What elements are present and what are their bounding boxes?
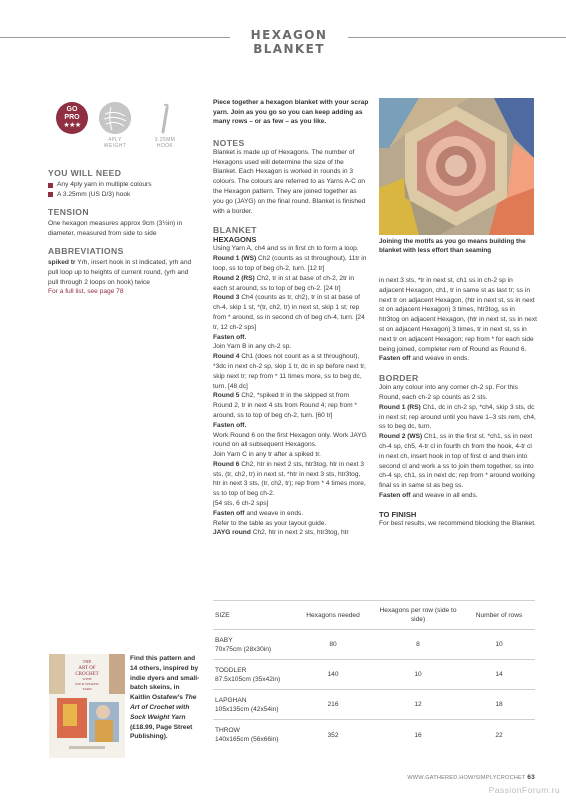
star-rating-icon: ★★★ [63, 122, 81, 129]
go-pro-badge [56, 102, 88, 134]
cover-title-6: YARN [82, 687, 92, 691]
column-header: Number of rows [475, 611, 523, 619]
abbreviation-entry: spiked tr Yrh, insert hook in st indicated, yrh and pull loop up to heights of current round, (yrh and pull through 2 loops on hook) twice [48, 259, 192, 286]
hexagon-photo [379, 98, 534, 235]
header-rule-right [348, 37, 566, 38]
hexagons-subheading: HEXAGONS [213, 235, 257, 245]
tension-heading: TENSION [48, 207, 89, 218]
notes-heading: NOTES [213, 137, 245, 148]
cover-title-3: CROCHET [75, 672, 99, 677]
bullet-square-icon [48, 183, 53, 188]
table-row: BABY 70x75cm (28x30in) 80 8 10 [213, 630, 535, 660]
size-table [213, 600, 535, 750]
book-title: The Art of Crochet with Sock Weight Yarn [130, 694, 197, 721]
cover-title-1: THE [82, 659, 92, 664]
list-item: Any 4ply yarn in multiple colours [48, 180, 198, 190]
column-header: Hexagons needed [306, 611, 360, 619]
bullet-square-icon [48, 192, 53, 197]
border-round-2: Round 2 (WS) Ch1, ss in the first st. *ch1, ss in next ch-4 sp, ch5, 4-tr cl in fourth ch from the hook, 4-tr cl in next ch, insert hook in top of first cl and then into second cl and work a ss to join them together, ss into ch-4 sp, ch1, ss in next dc; rep from * around working final ss in same st as beg ss. [379, 433, 535, 490]
round-2: Round 2 (RS) Ch2, tr in st at base of ch-2, 2tr in each st around, ss to top of beg ch-2. [24 tr] [213, 274, 355, 292]
hexagon-pattern: Using Yarn A, ch4 and ss in first ch to form a loop. Round 1 (WS) Ch2 (counts as st throughout), 11tr in loop, ss to top of beg ch-2, turn. [12 tr] Round 2 (RS) Ch2, tr in st at base of ch-2, 2tr in each st around, ss to top of beg ch-2. [24 tr] Round 3 Ch4 (counts as tr, ch2), tr in st at base of ch-4, skip 1 st, *(tr, ch2, tr) in next st, skip 1 st; rep from * around, ss in second ch of beg ch-4, turn. [24 tr, 12 ch-2 sps] Fasten off. Join Yarn B in any ch-2 sp. Round 4 Ch1 (does not count as a st throughout), *3dc in next ch-2 sp, skip 1 tr, dc in sp before next tr, skip next tr; rep from * 11 times more, ss to beg dc, turn. [48 dc] Round 5 Ch2, *spiked tr in the skipped st from Round 2, tr in next 4 sts from Round 4; rep from * around, ss to top of beg ch-2, turn. [60 tr] Fasten off. Work Round 6 on the first Hexagon only. Work JAYG round on all subsequent Hexagons. Join Yarn C in any tr after a spiked tr. Round 6 Ch2, htr in next 2 sts, htr3tog, htr in next 3 sts, (tr, ch2, tr) in next st, *htr in next 3 sts, htr3tog, htr in next 3 sts, (tr, ch2, tr); rep from * 4 times more, ss to top of beg ch-2. [54 sts, 6 ch-2 sps] Fasten off and weave in ends. Refer to the table as your layout guide. JAYG round Ch2, htr in next 2 sts, htr3tog, htr [213, 244, 369, 538]
list-item: A 3.25mm (US D/3) hook [48, 190, 198, 200]
cover-title-2: ART OF [78, 666, 96, 671]
jayg-round: JAYG round Ch2, htr in next 2 sts, htr3tog, htr [213, 529, 349, 537]
yarn-ball-icon [99, 102, 131, 134]
crochet-hook-icon [149, 102, 181, 134]
table-row: TODDLER 87.5x105cm (35x42in) 140 10 14 [213, 660, 535, 690]
hook-size-label: 3.25MM HOOK [154, 137, 176, 149]
round-4: Round 4 Ch1 (does not count as a st throughout), *3dc in next ch-2 sp, skip 1 tr, dc in sp before next tr, skip next tr; rep from * 11 times more, ss to beg dc, turn. [48 dc] [213, 353, 366, 390]
watermark: PassionForum.ru [488, 785, 560, 795]
to-finish-heading: TO FINISH [379, 509, 417, 519]
round-6: Round 6 Ch2, htr in next 2 sts, htr3tog, htr in next 3 sts, (tr, ch2, tr) in next st, *htr in next 3 sts, htr3tog, htr in next 3 sts, (tr, ch2, tr); rep from * 4 times more, ss to top of beg ch-2. [213, 460, 366, 498]
book-promo-text: Find this pattern and 14 others, inspired by indie dyers and small-batch skeins, in Kaitlin Ostafew’s The Art of Crochet with Sock Weight Yarn (£18.99, Page Street Publishing). [130, 655, 200, 741]
right-column: in next 3 sts, *tr in next st, ch1 ss in ch-2 sp in adjacent Hexagon, ch1, tr in same st as last tr; ss in next tr on adjacent Hexagon, (htr in next st, ss in next st on adjacent Hexagon) 3 times, htr3tog, ss in htr3tog on adjacent Hexagon, (htr in next st, ss in next st on adjacent Hexagon) 3 times, tr in next st, ss in next tr on adjacent Hexagon; rep from * for each side being joined, completer rem of Round as Round 6. Fasten off and weave in ends. BORDER Join any colour into any corner ch-2 sp. For this Round, each ch-2 sp counts as 2 sts. Round 1 (RS) Ch1, dc in ch-2 sp, *ch4, skip 3 sts, dc in next st; rep around until you have 1–3 sts rem, ch4, ss to beg dc, turn. Round 2 (WS) Ch1, ss in the first st. *ch1, ss in next ch-4 sp, ch5, 4-tr cl in fourth ch from the hook, 4-tr cl in next ch, insert hook in top of first cl and then into second cl and work a ss to join them together, ss into ch-4 sp, ch1, ss in next dc; rep from * around working final ss in same st as beg ss. Fasten off and weave in all ends. TO FINISH For best results, we recommend blocking the Blanket. [379, 277, 537, 527]
difficulty-badges [52, 102, 176, 152]
yarn-weight-label: 4PLY WEIGHT [103, 137, 127, 149]
blanket-heading: BLANKET [213, 225, 257, 236]
intro-text: Piece together a hexagon blanket with your scrap yarn. Join as you go so you can keep adding as many rows – or as few – as you like. [213, 99, 369, 126]
go-pro-line2: PRO [64, 114, 80, 121]
round-1: Round 1 (WS) Ch2 (counts as st throughout), 11tr in loop, ss to top of beg ch-2, turn. [12 tr] [213, 255, 367, 272]
middle-column [213, 98, 369, 538]
photo-caption: Joining the motifs as you go means building the blanket with less effort than seaming [379, 238, 526, 254]
cover-title-5: SOCK WEIGHT [75, 682, 99, 686]
abbreviations-link[interactable]: For a full list, see page 78 [48, 288, 124, 296]
cover-title-4: WITH [82, 677, 92, 681]
notes-body: Blanket is made up of Hexagons. The number of Hexagons used will determine the size of the Blanket. Each Hexagon is worked in rounds in 3 colours. The colours are referred to as Yarns A-C on the Hexagon pattern. They are joined together as you go (JAYG) on the final round. Blanket is finished with a border. [213, 148, 366, 215]
column-header: SIZE [215, 611, 230, 619]
border-round-1: Round 1 (RS) Ch1, dc in ch-2 sp, *ch4, skip 3 sts, dc in next st; rep around until you have 1–3 sts rem, ch4, ss to beg dc, turn. [379, 403, 536, 431]
page-number: 63 [527, 774, 535, 781]
border-heading: BORDER [379, 373, 419, 384]
book-cover-image [49, 654, 125, 758]
footer-url[interactable]: WWW.GATHERED.HOW/SIMPLYCROCHET [407, 775, 526, 781]
go-pro-line1: GO [66, 106, 78, 113]
left-column [48, 168, 198, 297]
column-header: Hexagons per row (side to side) [379, 607, 457, 623]
table-row: THROW 140x165cm (56x66in) 352 16 22 [215, 727, 503, 743]
page-title: HEXAGON BLANKET [230, 28, 348, 56]
table-row: LAPGHAN 105x135cm (42x54in) 216 12 18 [213, 690, 535, 720]
round-5: Round 5 Ch2, *spiked tr in the skipped st from Round 2, tr in next 4 sts from Round 4; rep from * around, ss to top of beg ch-2, turn. [60 tr] [213, 392, 358, 419]
you-will-need-heading: YOU WILL NEED [48, 168, 122, 178]
page-footer [380, 774, 535, 781]
round-3: Round 3 Ch4 (counts as tr, ch2), tr in st at base of ch-4, skip 1 st, *(tr, ch2, tr) in next st, skip 1 st; rep from * around, ss in second ch of beg ch-4, turn. [24 tr, 12 ch-2 sps] [213, 294, 365, 331]
header-rule-left [0, 37, 230, 38]
table-header-row [213, 600, 535, 630]
tension-text: One hexagon measures approx 9cm (3½in) in diameter, measured from side to side [48, 220, 183, 237]
abbreviations-heading: ABBREVIATIONS [48, 246, 124, 257]
